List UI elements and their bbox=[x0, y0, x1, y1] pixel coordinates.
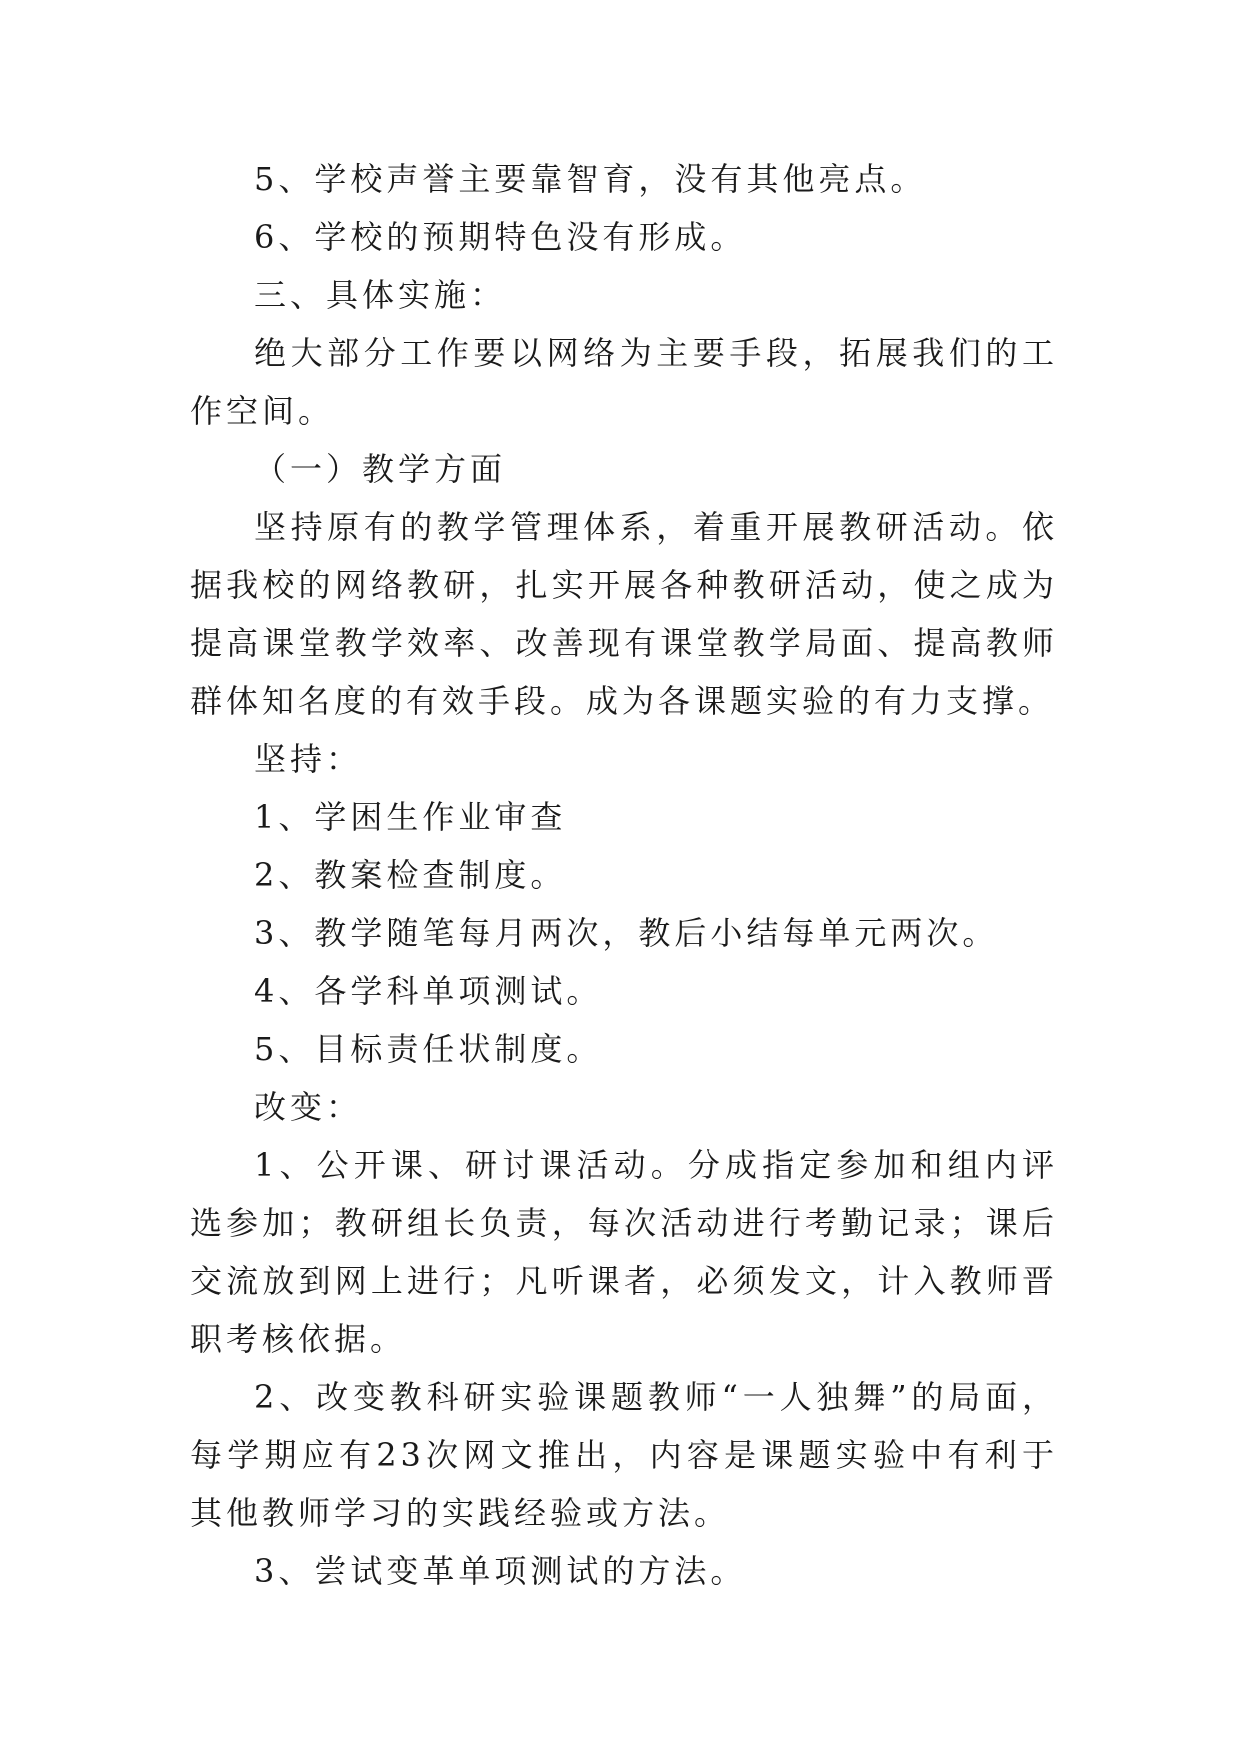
paragraph-item-5-reputation: 5、学校声誉主要靠智育，没有其他亮点。 bbox=[254, 160, 927, 198]
label-change: 改变： bbox=[254, 1088, 363, 1126]
list-item-persist-1: 1、学困生作业审查 bbox=[254, 798, 567, 836]
paragraph-teaching-system: 坚持原有的教学管理体系，着重开展教研活动。依据我校的网络教研，扎实开展各种教研活动，使之成为提高课堂教学效率、改善现有课堂教学局面、提高教师群体知名度的有效手段。成为各课题实验的有力支撑。 bbox=[190, 508, 1058, 720]
label-persist: 坚持： bbox=[254, 740, 363, 778]
document-body bbox=[190, 150, 1058, 1600]
list-item-persist-4: 4、各学科单项测试。 bbox=[254, 972, 603, 1010]
paragraph-network-means: 绝大部分工作要以网络为主要手段，拓展我们的工作空间。 bbox=[190, 334, 1058, 430]
list-item-persist-3: 3、教学随笔每月两次，教后小结每单元两次。 bbox=[254, 914, 999, 952]
list-item-persist-5: 5、目标责任状制度。 bbox=[254, 1030, 603, 1068]
list-item-change-1: 1、公开课、研讨课活动。分成指定参加和组内评选参加；教研组长负责，每次活动进行考勤记录；课后交流放到网上进行；凡听课者，必须发文，计入教师晋职考核依据。 bbox=[190, 1146, 1058, 1358]
list-item-change-3: 3、尝试变革单项测试的方法。 bbox=[254, 1552, 747, 1590]
list-item-change-2: 2、改变教科研实验课题教师“一人独舞”的局面，每学期应有23次网文推出，内容是课题实验中有利于其他教师学习的实践经验或方法。 bbox=[190, 1378, 1058, 1532]
subsection-heading-teaching: （一）教学方面 bbox=[254, 450, 507, 488]
list-item-persist-2: 2、教案检查制度。 bbox=[254, 856, 567, 894]
section-heading-implementation: 三、具体实施： bbox=[254, 276, 507, 314]
paragraph-item-6-features: 6、学校的预期特色没有形成。 bbox=[254, 218, 747, 256]
